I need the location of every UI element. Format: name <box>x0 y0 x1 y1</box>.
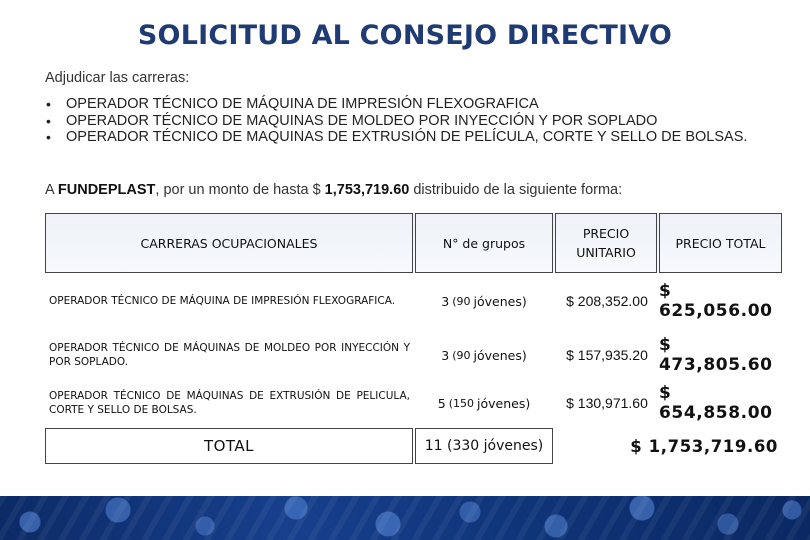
groups-count: 3 <box>441 347 450 363</box>
table-row-unit-price: $ 208,352.00 <box>566 293 648 309</box>
table-row-total-price: $ 625,056.00 <box>659 281 773 321</box>
page-title: SOLICITUD AL CONSEJO DIRECTIVO <box>137 20 673 51</box>
career-list-text: OPERADOR TÉCNICO DE MÁQUINA DE IMPRESIÓN FLEXOGRAFICA <box>66 96 539 112</box>
amount-prefix: A <box>45 182 58 198</box>
list-item <box>45 129 785 146</box>
header-careers: CARRERAS OCUPACIONALES <box>45 213 413 273</box>
table-row-career: OPERADOR TÉCNICO DE MÁQUINAS DE EXTRUSIÓN DE PELICULA, CORTE Y SELLO DE BOLSAS. <box>49 390 410 416</box>
career-list <box>45 96 785 146</box>
groups-count: 5 <box>437 395 446 411</box>
table-row-career: OPERADOR TÉCNICO DE MÁQUINA DE IMPRESIÓN FLEXOGRAFICA. <box>49 295 396 307</box>
table-row-groups <box>415 333 553 377</box>
table-row-groups <box>415 279 553 323</box>
allocation-table <box>45 213 782 465</box>
table-row-total-price: $ 473,805.60 <box>659 335 773 375</box>
career-list-text: OPERADOR TÉCNICO DE MAQUINAS DE EXTRUSIÓN DE PELÍCULA, CORTE Y SELLO DE BOLSAS. <box>66 129 748 145</box>
total-amount: $ 1,753,719.60 <box>630 436 778 456</box>
header-total-price: PRECIO TOTAL <box>659 213 782 273</box>
amount-statement <box>45 182 622 198</box>
amount-suffix: distribuido de la siguiente forma: <box>409 182 623 198</box>
header-groups: N° de grupos <box>415 213 553 273</box>
groups-count: 3 <box>441 293 450 309</box>
footer-banner <box>0 496 810 540</box>
youths-count: (90 <box>452 348 471 362</box>
table-row-unit-price: $ 130,971.60 <box>566 395 648 411</box>
youths-count: (150 <box>448 396 475 410</box>
youths-word: jóvenes) <box>473 347 527 363</box>
amount-middle: , por un monto de hasta $ <box>155 182 325 198</box>
header-unit-price: PRECIO UNITARIO <box>555 213 657 273</box>
total-label: TOTAL <box>45 428 413 464</box>
list-item <box>45 96 785 113</box>
youths-count: (90 <box>452 294 471 308</box>
table-row-career: OPERADOR TÉCNICO DE MÁQUINAS DE MOLDEO POR INYECCIÓN Y POR SOPLADO. <box>49 342 410 368</box>
youths-word: jóvenes) <box>473 293 527 309</box>
career-list-text: OPERADOR TÉCNICO DE MAQUINAS DE MOLDEO POR INYECCIÓN Y POR SOPLADO <box>66 112 658 129</box>
total-groups: 11 (330 jóvenes) <box>415 428 553 464</box>
intro-text: Adjudicar las carreras: <box>45 70 190 86</box>
amount-value: 1,753,719.60 <box>324 182 410 198</box>
entity-name: FUNDEPLAST <box>57 182 156 198</box>
table-row-total-price: $ 654,858.00 <box>659 383 773 423</box>
table-row-groups <box>415 381 553 425</box>
list-item <box>45 113 785 130</box>
youths-word: jóvenes) <box>477 395 531 411</box>
table-row-unit-price: $ 157,935.20 <box>566 347 648 363</box>
